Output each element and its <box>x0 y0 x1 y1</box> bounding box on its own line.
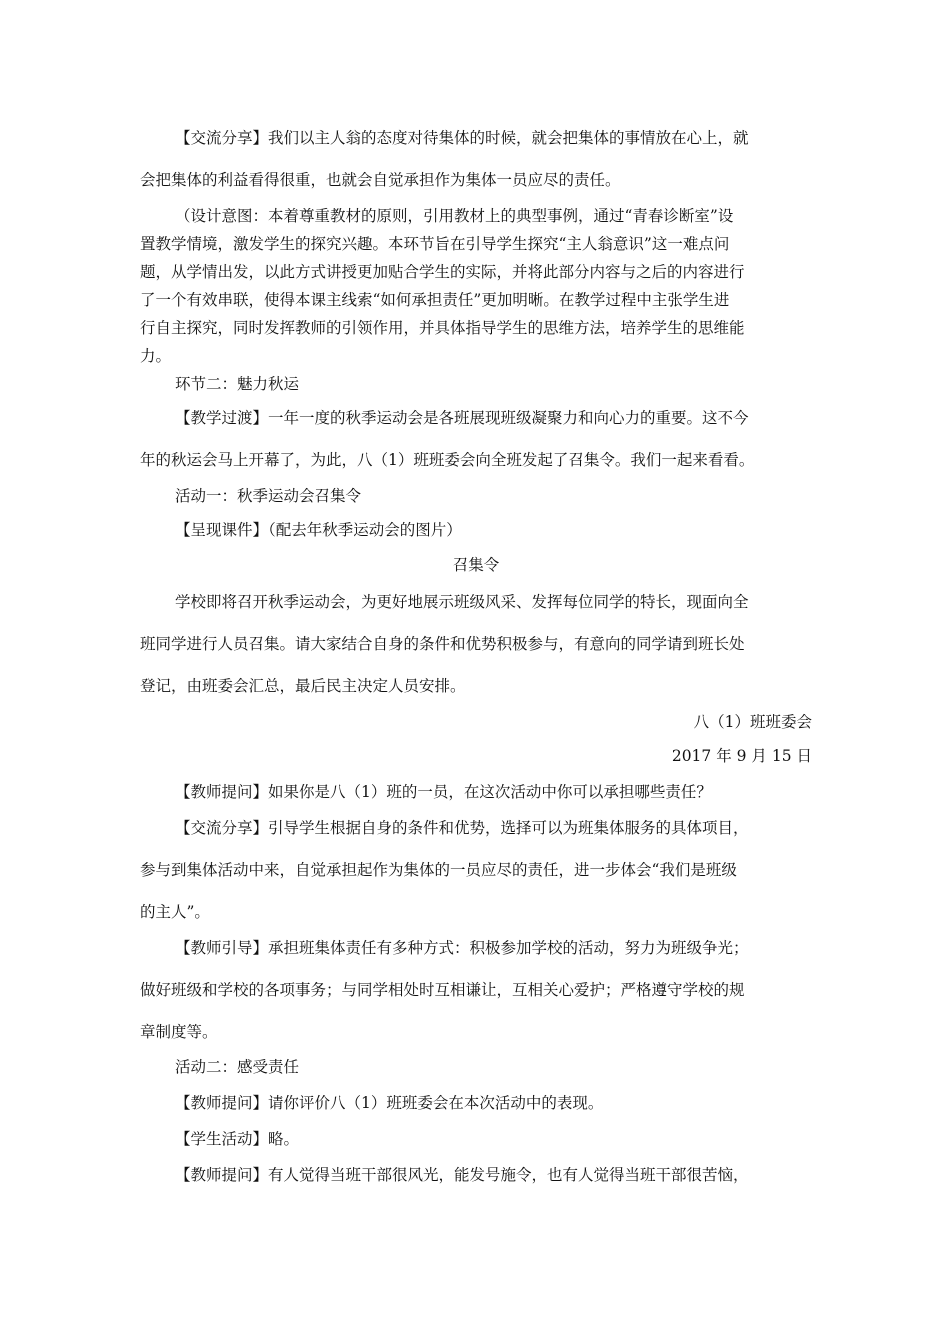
paragraph-line: 【教师引导】承担班集体责任有多种方式：积极参加学校的活动，努力为班级争光； <box>175 939 749 957</box>
design-intent-line: 了一个有效串联，使得本课主线索“如何承担责任”更加明晰。在教学过程中主张学生进 <box>140 291 730 309</box>
paragraph-line: 年的秋运会马上开幕了，为此，八（1）班班委会向全班发起了召集令。我们一起来看看。 <box>140 451 755 469</box>
paragraph-line: 【教学过渡】一年一度的秋季运动会是各班展现班级凝聚力和向心力的重要。这不今 <box>175 409 749 427</box>
design-intent-line: （设计意图：本着尊重教材的原则，引用教材上的典型事例，通过“青春诊断室”设 <box>175 207 734 225</box>
paragraph-line: 参与到集体活动中来，自觉承担起作为集体的一员应尽的责任，进一步体会“我们是班级 <box>140 861 737 879</box>
paragraph-line: 【教师提问】有人觉得当班干部很风光，能发号施令，也有人觉得当班干部很苦恼， <box>175 1166 749 1184</box>
section-heading: 环节二：魅力秋运 <box>175 375 300 393</box>
paragraph-line: 【教师提问】如果你是八（1）班的一员，在这次活动中你可以承担哪些责任？ <box>175 783 712 801</box>
paragraph-line: 【教师提问】请你评价八（1）班班委会在本次活动中的表现。 <box>175 1094 604 1112</box>
paragraph-line: 【交流分享】引导学生根据自身的条件和优势，选择可以为班集体服务的具体项目， <box>175 819 749 837</box>
paragraph-line: 【学生活动】略。 <box>175 1130 300 1148</box>
notice-signature: 八（1）班班委会 <box>693 713 812 731</box>
notice-line: 登记，由班委会汇总，最后民主决定人员安排。 <box>140 677 466 695</box>
notice-title: 召集令 <box>452 556 500 574</box>
design-intent-line: 题，从学情出发，以此方式讲授更加贴合学生的实际，并将此部分内容与之后的内容进行 <box>140 263 745 281</box>
design-intent-line: 置教学情境，激发学生的探究兴趣。本环节旨在引导学生探究“主人翁意识”这一难点问 <box>140 235 730 253</box>
paragraph-line: 【呈现课件】（配去年秋季运动会的图片） <box>175 521 462 539</box>
activity-heading: 活动二：感受责任 <box>175 1058 300 1076</box>
paragraph-line: 章制度等。 <box>140 1023 218 1041</box>
design-intent-line: 力。 <box>140 347 172 365</box>
paragraph-line: 做好班级和学校的各项事务；与同学相处时互相谦让，互相关心爱护；严格遵守学校的规 <box>140 981 745 999</box>
notice-line: 班同学进行人员召集。请大家结合自身的条件和优势积极参与，有意向的同学请到班长处 <box>140 635 745 653</box>
paragraph-line: 会把集体的利益看得很重，也就会自觉承担作为集体一员应尽的责任。 <box>140 171 621 189</box>
notice-line: 学校即将召开秋季运动会，为更好地展示班级风采、发挥每位同学的特长，现面向全 <box>175 593 749 611</box>
design-intent-line: 行自主探究，同时发挥教师的引领作用，并具体指导学生的思维方法，培养学生的思维能 <box>140 319 745 337</box>
notice-date: 2017 年 9 月 15 日 <box>671 747 812 765</box>
activity-heading: 活动一：秋季运动会召集令 <box>175 487 362 505</box>
paragraph-line: 的主人”。 <box>140 903 210 921</box>
paragraph-line: 【交流分享】我们以主人翁的态度对待集体的时候，就会把集体的事情放在心上，就 <box>175 129 749 147</box>
